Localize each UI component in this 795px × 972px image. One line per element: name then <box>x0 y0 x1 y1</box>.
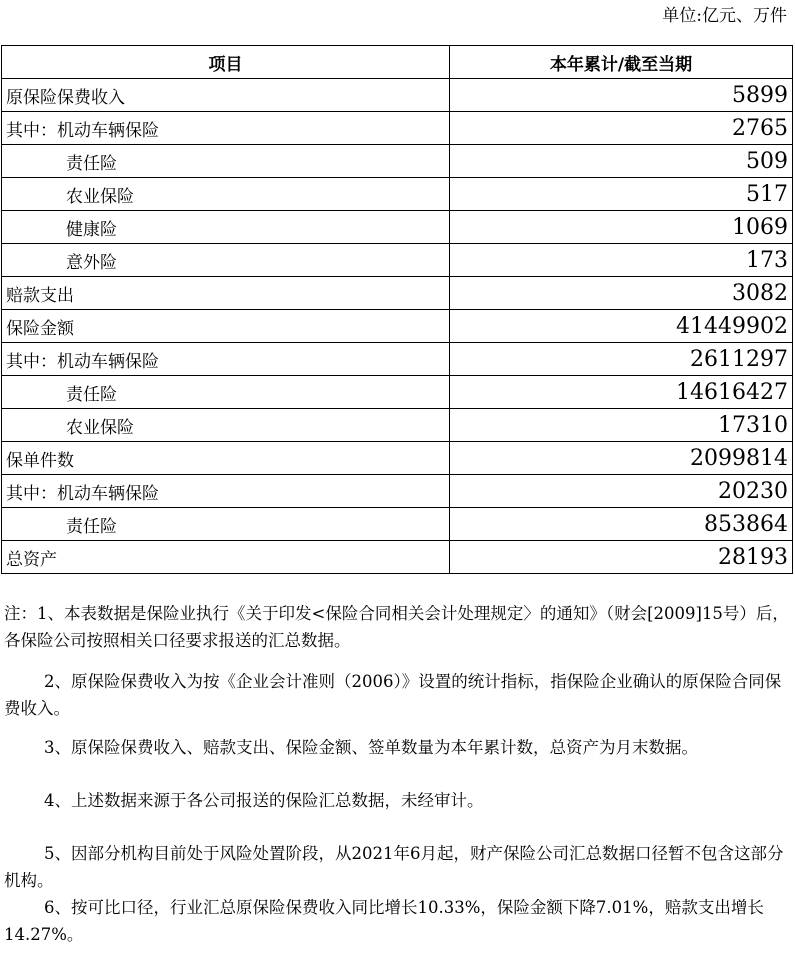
row-label: 原保险保费收入 <box>2 79 450 112</box>
table-header-row <box>2 46 793 79</box>
table-row <box>2 79 793 112</box>
row-label: 农业保险 <box>2 178 450 211</box>
row-label: 保单件数 <box>2 442 450 475</box>
row-value: 2099814 <box>450 442 793 475</box>
table-row <box>2 442 793 475</box>
table-row <box>2 112 793 145</box>
table-row <box>2 178 793 211</box>
unit-label: 单位:亿元、万件 <box>662 6 787 26</box>
table-row <box>2 343 793 376</box>
table-body <box>2 79 793 574</box>
row-value: 5899 <box>450 79 793 112</box>
row-label: 农业保险 <box>2 409 450 442</box>
table-row <box>2 211 793 244</box>
row-value: 2765 <box>450 112 793 145</box>
table-row <box>2 508 793 541</box>
row-value: 17310 <box>450 409 793 442</box>
note-5: 5、因部分机构目前处于风险处置阶段，从2021年6月起，财产保险公司汇总数据口径暂不包含这部分机构。 <box>4 844 784 890</box>
note-4: 4、上述数据来源于各公司报送的保险汇总数据，未经审计。 <box>44 791 484 810</box>
row-label: 责任险 <box>2 145 450 178</box>
table-row <box>2 475 793 508</box>
row-label: 赔款支出 <box>2 277 450 310</box>
row-value: 3082 <box>450 277 793 310</box>
row-label: 责任险 <box>2 376 450 409</box>
row-label: 责任险 <box>2 508 450 541</box>
header-value: 本年累计/截至当期 <box>450 46 793 79</box>
note-6: 6、按可比口径，行业汇总原保险保费收入同比增长10.33%，保险金额下降7.01%，赔款支出增长14.27%。 <box>4 898 764 944</box>
row-value: 20230 <box>450 475 793 508</box>
table-row <box>2 541 793 574</box>
table-row <box>2 409 793 442</box>
header-item: 项目 <box>2 46 450 79</box>
table-row <box>2 376 793 409</box>
row-label: 健康险 <box>2 211 450 244</box>
row-label: 总资产 <box>2 541 450 574</box>
note-1: 注：1、本表数据是保险业执行《关于印发<保险合同相关会计处理规定〉的通知》（财会[2009]15号）后，各保险公司按照相关口径要求报送的汇总数据。 <box>4 604 789 650</box>
row-value: 28193 <box>450 541 793 574</box>
row-label: 保险金额 <box>2 310 450 343</box>
row-label: 其中：机动车辆保险 <box>2 343 450 376</box>
row-value: 517 <box>450 178 793 211</box>
row-value: 509 <box>450 145 793 178</box>
insurance-statistics-table <box>1 45 793 574</box>
row-value: 1069 <box>450 211 793 244</box>
note-3: 3、原保险保费收入、赔款支出、保险金额、签单数量为本年累计数，总资产为月末数据。 <box>44 738 698 757</box>
row-label: 其中：机动车辆保险 <box>2 112 450 145</box>
row-value: 173 <box>450 244 793 277</box>
row-value: 2611297 <box>450 343 793 376</box>
table-row <box>2 277 793 310</box>
row-label: 意外险 <box>2 244 450 277</box>
row-value: 14616427 <box>450 376 793 409</box>
notes-section <box>4 600 790 948</box>
row-value: 853864 <box>450 508 793 541</box>
table-row <box>2 244 793 277</box>
row-value: 41449902 <box>450 310 793 343</box>
table-row <box>2 145 793 178</box>
table-row <box>2 310 793 343</box>
note-2: 2、原保险保费收入为按《企业会计准则（2006）》设置的统计指标，指保险企业确认的原保险合同保费收入。 <box>4 672 782 718</box>
row-label: 其中：机动车辆保险 <box>2 475 450 508</box>
